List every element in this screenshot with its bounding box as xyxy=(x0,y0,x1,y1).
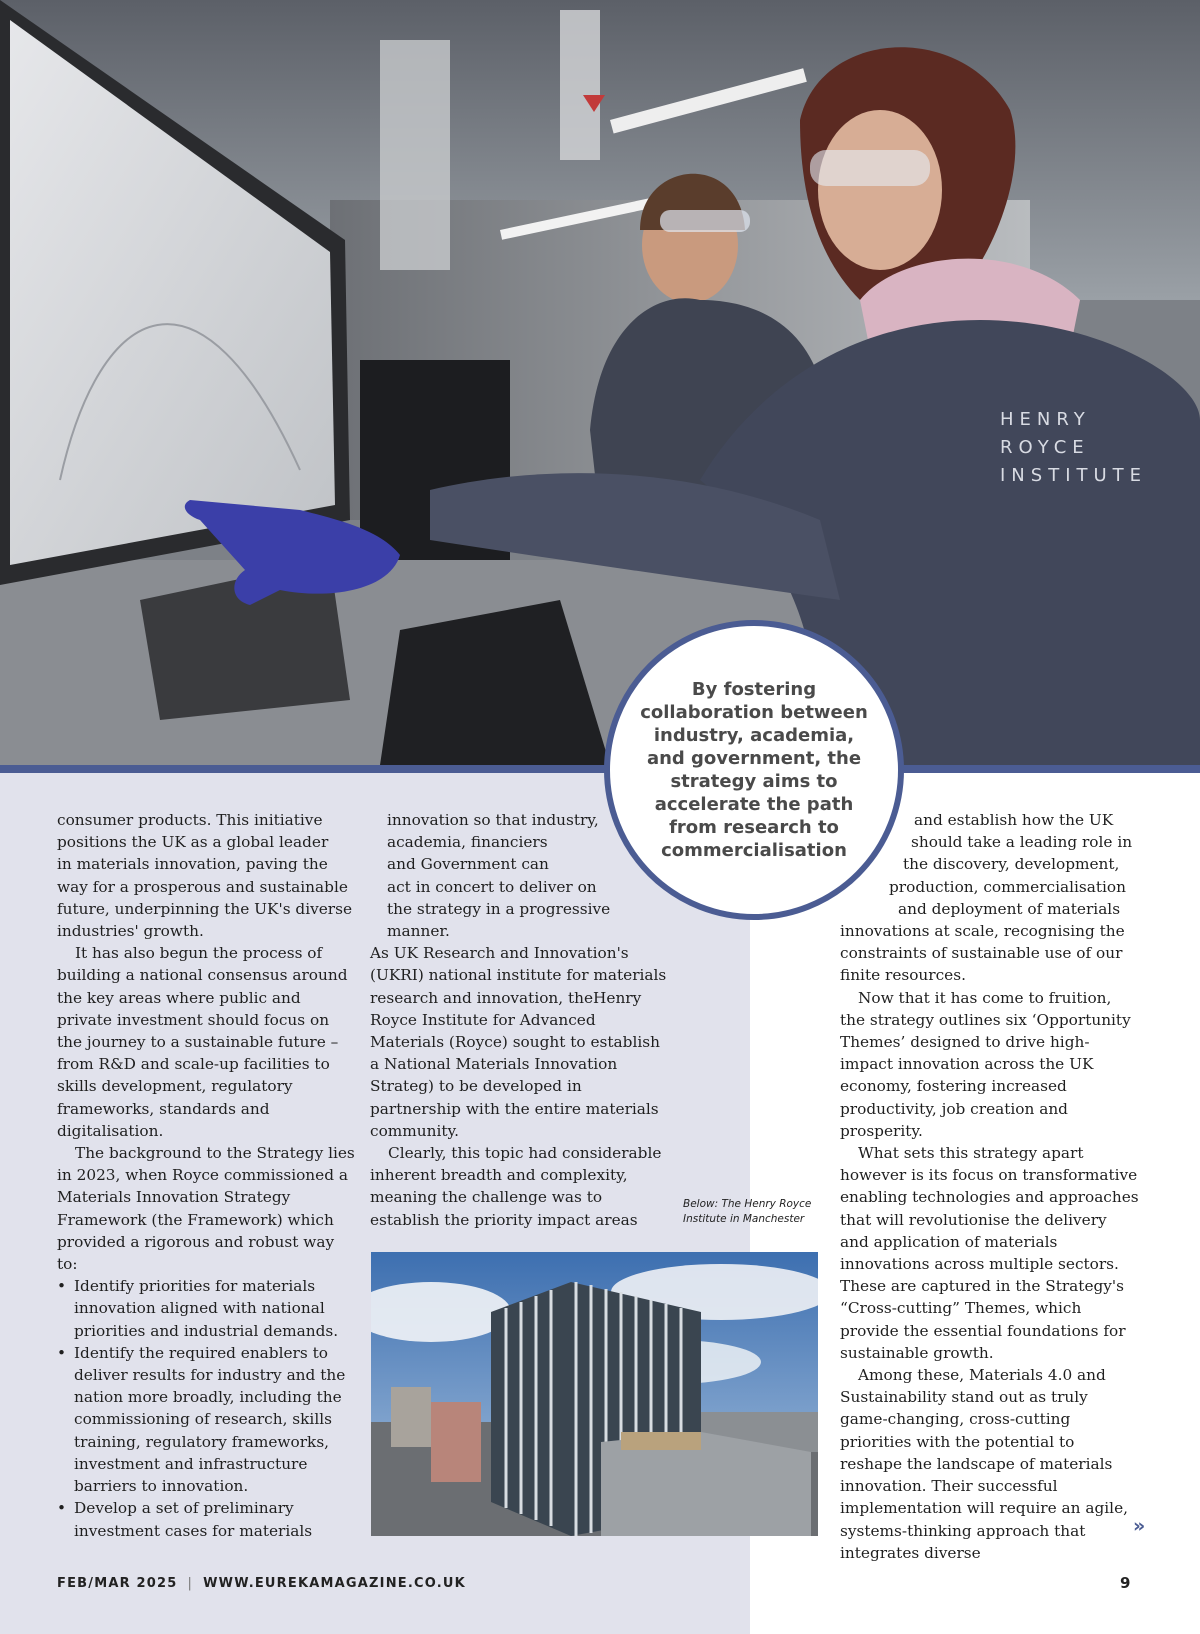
bullet-item: • Identify the required enablers to deliver results for industry and the nation more broadly, including the commissioning of research, skills training, regulatory frameworks, investment and infrastructure barriers to innovation. xyxy=(57,1342,357,1497)
column-1 xyxy=(57,809,357,1542)
website-link[interactable]: WWW.EUREKAMAGAZINE.CO.UK xyxy=(203,1576,466,1591)
column-2 xyxy=(370,809,670,1231)
issue-date: FEB/MAR 2025 xyxy=(57,1576,178,1591)
svg-text:INSTITUTE: INSTITUTE xyxy=(1000,465,1148,486)
col2-paragraph-2: As UK Research and Innovation's (UKRI) national institute for materials research and innovation, theHenry Royce Institute for Advanced Materials (Royce) sought to establish a National Materials Innovation Strateg) to be developed in partnership with the entire materials community. xyxy=(370,944,667,1140)
bullet-item: • Develop a set of preliminary investment cases for materials xyxy=(57,1497,357,1541)
svg-text:ROYCE: ROYCE xyxy=(1000,437,1090,458)
bullet-item: • Identify priorities for materials innovation aligned with national priorities and industrial demands. xyxy=(57,1275,357,1342)
col1-paragraph-1: consumer products. This initiative positions the UK as a global leader in materials innovation, paving the way for a prosperous and sustainable future, underpinning the UK's diverse industries' growth. xyxy=(57,811,352,941)
page-number: 9 xyxy=(1120,1574,1131,1592)
continue-arrow-icon: » xyxy=(1133,1515,1146,1537)
pull-quote-text: By fostering collaboration between industry, academia, and government, the strategy aims to accelerate the path from research to commercialisation xyxy=(640,679,868,861)
svg-text:HENRY: HENRY xyxy=(1000,409,1091,430)
column-3 xyxy=(840,809,1140,1564)
col3-paragraph-2: Now that it has come to fruition, the strategy outlines six ‘Opportunity Themes’ designed to drive high-impact innovation across the UK economy, fostering increased productivity, job creation and prosperity. xyxy=(840,988,1131,1140)
col2-paragraph-3: Clearly, this topic had considerable inherent breadth and complexity, meaning the challenge was to establish the priority impact areas xyxy=(370,1144,662,1229)
col3-paragraph-3: What sets this strategy apart however is its focus on transformative enabling technologies and approaches that will revolutionise the delivery and application of materials innovations across multiple sectors. These are captured in the Strategy's “Cross-cutting” Themes, which provide the essential foundations for sustainable growth. xyxy=(840,1144,1139,1362)
footer xyxy=(57,1576,466,1591)
hero-photo xyxy=(0,0,1200,765)
footer-separator: | xyxy=(187,1576,194,1591)
col3-paragraph-1: and establish how the UK should take a leading role in the discovery, development, production, commercialisation and deployment of materials innovations at scale, recognising the constraints of sustainable use of our finite resources. xyxy=(840,811,1133,985)
accent-band xyxy=(0,765,1200,773)
col3-paragraph-4: Among these, Materials 4.0 and Sustainability stand out as truly game-changing, cross-cutting priorities with the potential to reshape the landscape of materials innovation. Their successful implementation will require an agile, systems-thinking approach that integrates diverse xyxy=(840,1366,1128,1562)
col2-paragraph-1: innovation so that industry, academia, financiers and Government can act in concert to deliver on the strategy in a progressive manner. xyxy=(387,811,611,941)
photo-caption: Below: The Henry Royce Institute in Manchester xyxy=(683,1198,812,1225)
col1-paragraph-3: The background to the Strategy lies in 2023, when Royce commissioned a Materials Innovation Strategy Framework (the Framework) which provided a rigorous and robust way to: xyxy=(57,1144,355,1274)
building-photo xyxy=(371,1252,818,1536)
col1-paragraph-2: It has also begun the process of building a national consensus around the key areas where public and private investment should focus on the journey to a sustainable future – from R&D and scale-up facilities to skills development, regulatory frameworks, standards and digitalisation. xyxy=(57,944,348,1140)
